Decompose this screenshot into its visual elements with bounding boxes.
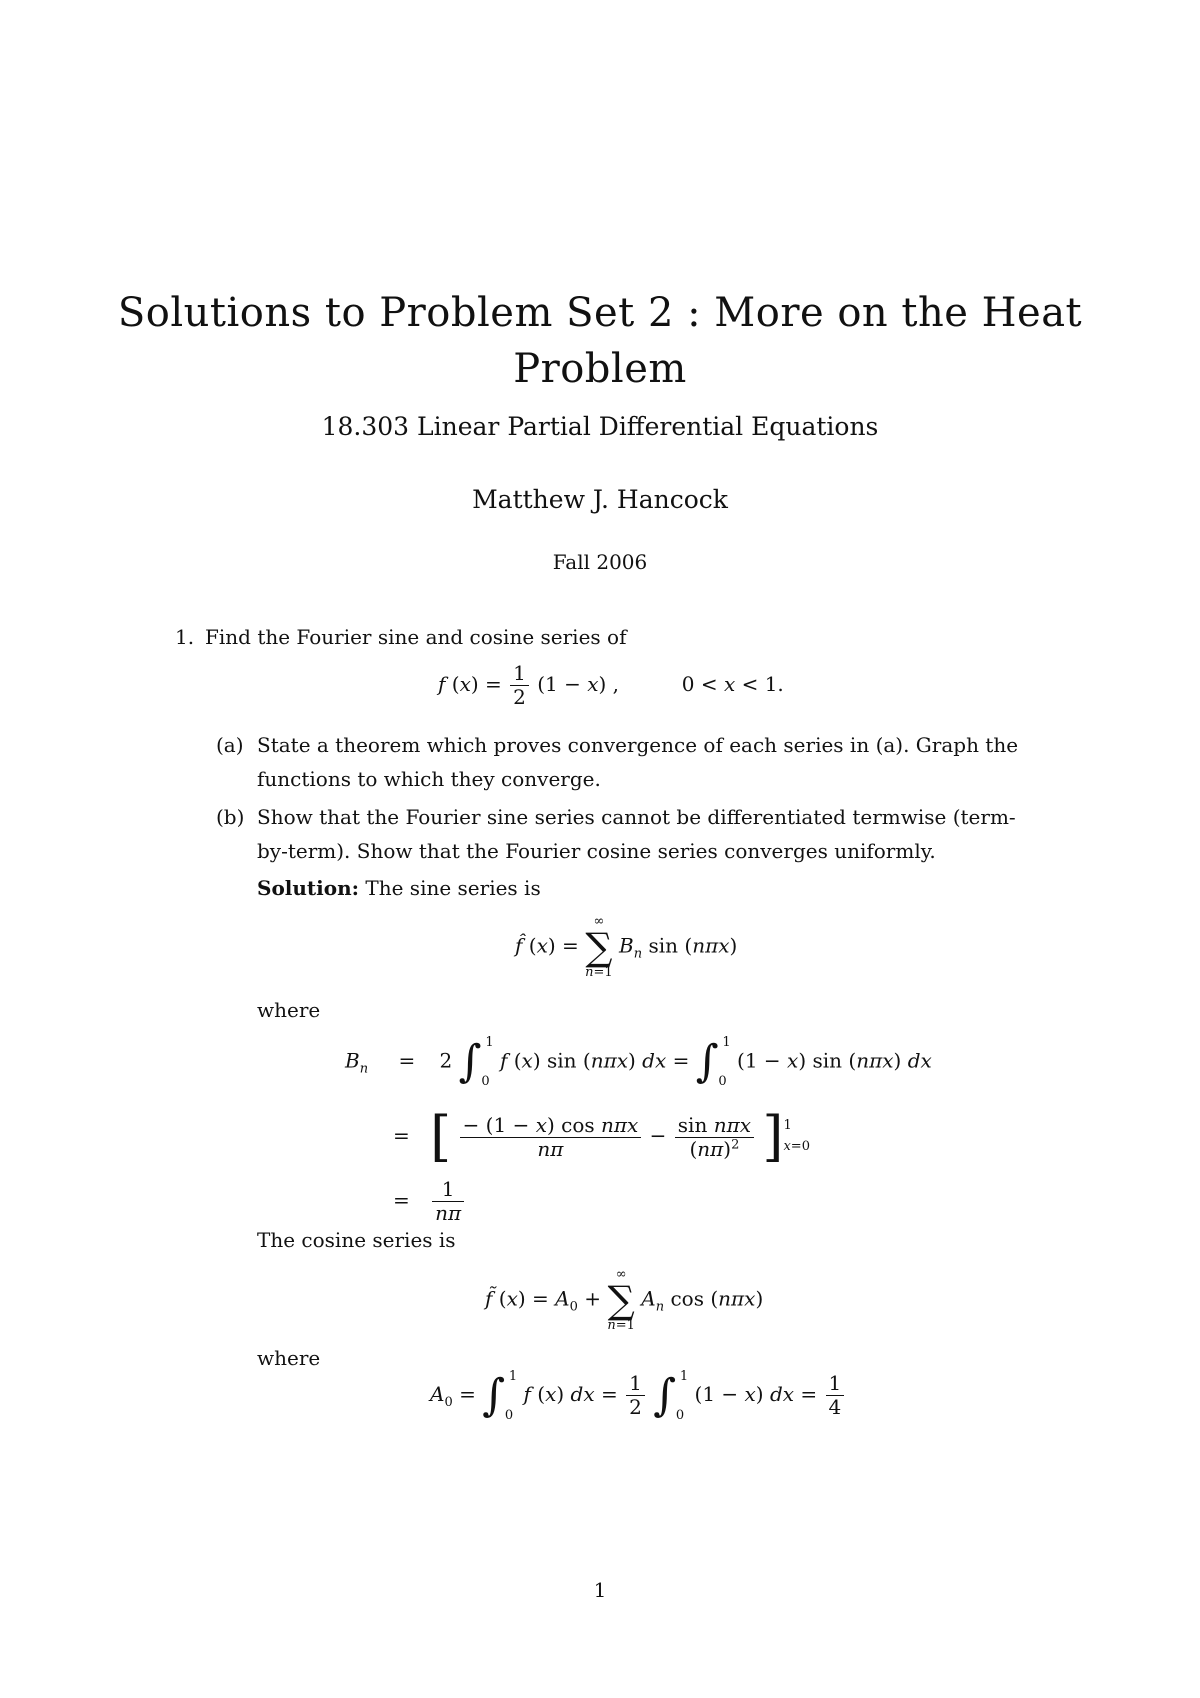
- part-a-label: (a): [216, 733, 244, 757]
- course-subtitle: 18.303 Linear Partial Differential Equations: [321, 412, 879, 441]
- where-2: where: [257, 1346, 321, 1370]
- problem-text: Find the Fourier sine and cosine series of: [205, 625, 627, 649]
- equation-sine-series: f̂ (x) = ∞ ∑ n=1 $B_n$ sin (nπx): [515, 914, 738, 980]
- equation-cosine-series: f̃ $(x) = A_0$ + ∞ ∑ n=1 $A_n$ cos (nπx): [485, 1267, 764, 1333]
- solution-line: [257, 876, 541, 900]
- equation-bn-line-1: $B_n = 2$ ∫ 1 0 f (x) sin (nπx) dx = ∫ 1 0 (1 − x) sin (nπx) dx: [345, 1035, 932, 1089]
- part-a-line-1: State a theorem which proves convergence of each series in (a). Graph the: [257, 733, 1019, 757]
- part-b-line-2: by-term). Show that the Fourier cosine series converges uniformly.: [257, 839, 936, 863]
- part-a-line-2: functions to which they converge.: [257, 767, 601, 791]
- solution-label: Solution:: [257, 876, 360, 900]
- title-line-2: Problem: [513, 346, 687, 392]
- part-b-line-1: Show that the Fourier sine series cannot be differentiated termwise (term-: [257, 805, 1016, 829]
- part-b-label: (b): [216, 805, 245, 829]
- title-line-1: Solutions to Problem Set 2 : More on the Heat: [117, 290, 1083, 336]
- problem-number: 1.: [175, 625, 195, 649]
- date: Fall 2006: [552, 550, 648, 574]
- solution-text: The sine series is: [365, 876, 541, 900]
- equation-bn-line-2: = [ $\frac{\text{− (1 − x) cos nπx}}{n\pi}$ − $\frac{\text{sin nπx}}{(n\pi)^2}$ ] 1 x=0: [393, 1105, 810, 1168]
- equation-f-definition: f (x) = $\frac{1}{2}$ (1 − x) , 0 < x < 1.: [438, 661, 784, 709]
- page-number: 1: [593, 1578, 607, 1602]
- equation-bn-line-3: = $\frac{1}{n\pi}$: [393, 1178, 466, 1225]
- equation-a0: $A_0$ = ∫ 1 0 f (x) dx = $\frac{1}{2}$ ∫ 1 0 (1 − x) dx = $\frac{1}{4}$: [430, 1372, 846, 1419]
- cosine-text: The cosine series is: [257, 1228, 456, 1252]
- where-1: where: [257, 998, 321, 1022]
- author-name: Matthew J. Hancock: [472, 485, 728, 514]
